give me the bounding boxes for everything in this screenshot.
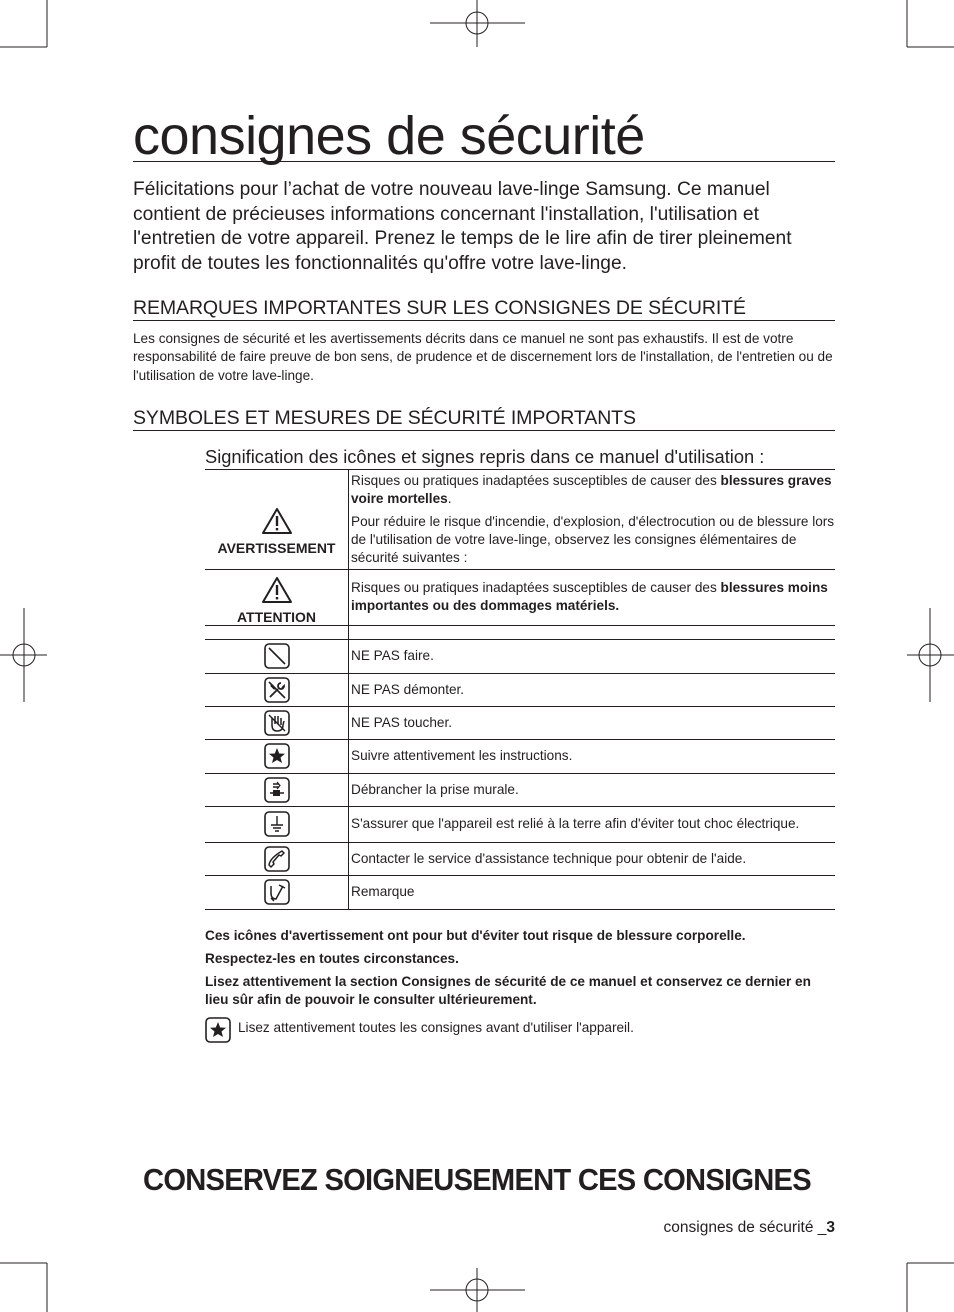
- keep-instructions-banner: CONSERVEZ SOIGNEUSEMENT CES CONSIGNES: [143, 1162, 811, 1197]
- footer-label: consignes de sécurité _: [663, 1219, 827, 1236]
- warning-text-end: .: [447, 490, 452, 506]
- warning-triangle-icon: [261, 507, 293, 538]
- note-icon: [264, 879, 290, 905]
- warning-triangle-icon: [261, 576, 293, 607]
- symbol-row: [205, 639, 835, 673]
- safety-symbols-table: [205, 470, 835, 910]
- caution-text-intro: Risques ou pratiques inadaptées susceptibles de causer des: [351, 580, 721, 595]
- no-action-icon: [264, 643, 290, 669]
- section-heading-symbols: SYMBOLES ET MESURES DE SÉCURITÉ IMPORTANTS: [133, 406, 835, 431]
- warning-text-bold: blessures graves voire mortelles: [351, 472, 832, 506]
- symbol-text: NE PAS faire.: [349, 639, 836, 673]
- notes-block: [205, 927, 835, 1014]
- symbol-text: NE PAS toucher.: [349, 706, 836, 739]
- warning-text-intro: Risques ou pratiques inadaptées susceptibles de causer des: [351, 472, 721, 488]
- symbol-row: [205, 706, 835, 739]
- note-line: Respectez-les en toutes circonstances.: [205, 951, 459, 966]
- symbol-row: [205, 875, 835, 909]
- phone-icon: [264, 846, 290, 872]
- page-number: 3: [826, 1219, 835, 1236]
- note-line: Ces icônes d'avertissement ont pour but d'éviter tout risque de blessure corporelle.: [205, 928, 746, 943]
- page-footer: [664, 1218, 835, 1238]
- no-disassembly-icon: [264, 677, 290, 703]
- symbol-row: [205, 673, 835, 706]
- page-title: consignes de sécurité: [133, 106, 835, 162]
- spacer-row: [205, 625, 835, 639]
- symbol-row: [205, 842, 835, 875]
- symbol-text: NE PAS démonter.: [349, 673, 836, 706]
- icons-subheading: Signification des icônes et signes repris dans ce manuel d'utilisation :: [205, 445, 835, 470]
- symbol-text: Débrancher la prise murale.: [349, 773, 836, 806]
- warning-text-detail: Pour réduire le risque d'incendie, d'explosion, d'électrocution ou de blessure lors de l'utilisation de votre lave-linge, observez les consignes élémentaires de sécurité suivantes :: [351, 513, 835, 565]
- symbol-row: [205, 773, 835, 806]
- symbol-row: [205, 739, 835, 773]
- caution-text-bold: blessures moins importantes ou des dommages matériels.: [351, 580, 828, 613]
- ground-icon: [264, 811, 290, 837]
- caution-row: [205, 569, 835, 625]
- follow-instructions-icon: [264, 743, 290, 769]
- section-body-important-remarks: Les consignes de sécurité et les avertissements décrits dans ce manuel ne sont pas exhaustifs. Il est de votre responsabilité de faire preuve de bon sens, de prudence et de discernement lors de l'installation, de l'entretien ou de l'utilisation de votre lave-linge.: [133, 331, 833, 383]
- symbol-text: Contacter le service d'assistance technique pour obtenir de l'aide.: [349, 842, 836, 875]
- warning-row: [205, 470, 835, 569]
- symbol-row: [205, 806, 835, 842]
- symbol-text: Remarque: [349, 875, 836, 909]
- warning-label: AVERTISSEMENT: [217, 539, 336, 556]
- follow-instructions-icon: [205, 1017, 231, 1050]
- section-heading-important-remarks: REMARQUES IMPORTANTES SUR LES CONSIGNES DE SÉCURITÉ: [133, 296, 835, 321]
- unplug-icon: [264, 777, 290, 803]
- intro-paragraph: Félicitations pour l’achat de votre nouveau lave-linge Samsung. Ce manuel contient de précieuses informations concernant l'installation, l'utilisation et l'entretien de votre appareil. Prenez le temps de le lire afin de tirer pleinement profit de toutes les fonctionnalités qu'offre votre lave-linge.: [133, 179, 792, 274]
- read-all-text: Lisez attentivement toutes les consignes avant d'utiliser l'appareil.: [238, 1020, 634, 1035]
- no-touch-icon: [264, 710, 290, 736]
- caution-label: ATTENTION: [236, 608, 317, 625]
- symbol-text: Suivre attentivement les instructions.: [349, 739, 836, 773]
- symbol-text: S'assurer que l'appareil est relié à la terre afin d'éviter tout choc électrique.: [349, 806, 836, 842]
- note-line: Lisez attentivement la section Consignes de sécurité de ce manuel et conservez ce dernier en lieu sûr afin de pouvoir le consulter ultérieurement.: [205, 974, 811, 1007]
